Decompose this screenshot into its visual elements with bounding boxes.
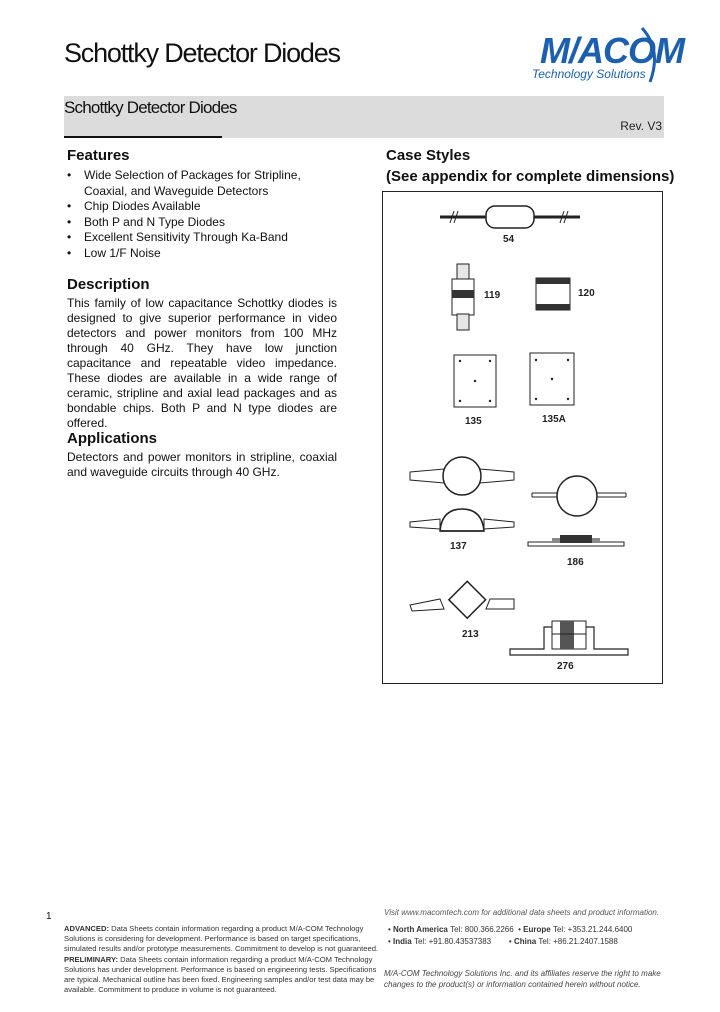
preliminary-text: Data Sheets contain information regarding a product M/A-COM Technology Solutions has under development. Performance is based on engineering tests. Specifications are typical. Mechanical outline has been fixed. Engineering samples and/or test data may be available. Commitment to produce in volume is not guaranteed. [64, 954, 377, 995]
case-213-drawing [410, 581, 514, 618]
list-item: • Low 1/F Noise [67, 246, 342, 262]
footer-rights: M/A-COM Technology Solutions Inc. and its affiliates reserve the right to make changes to the product(s) or information contained herein without notice. [384, 969, 661, 989]
case-styles-heading: Case Styles [386, 147, 471, 164]
case-120-label: 120 [578, 288, 595, 299]
contact-in-label: India [393, 937, 412, 946]
contact-na-label: North America [393, 925, 448, 934]
contact-eu-label: Europe [523, 925, 551, 934]
list-item: • Excellent Sensitivity Through Ka-Band [67, 230, 342, 246]
logo-wordmark: M/ACOM [540, 30, 684, 71]
footer-contacts: • North America Tel: 800.366.2266 • Europe Tel: +353.21.244.6400 • India Tel: +91.80.43537383 • China Tel: +86.21.2407.1588 [388, 925, 633, 946]
features-list [67, 168, 342, 262]
advanced-text: Data Sheets contain information regarding a product M/A-COM Technology Solutions is considering for development. Performance is based on target specifications, simulated results and/or prototype measurements. Commitment to develop is not guaranteed. [64, 924, 379, 954]
page-subtitle: Schottky Detector Diodes [64, 98, 237, 117]
footer-disclaimer [64, 924, 382, 995]
case-119-drawing [452, 264, 474, 330]
contact-cn-tel: Tel: +86.21.2407.1588 [538, 937, 618, 946]
revision-label: Rev. V3 [620, 119, 662, 133]
case-135a-label: 135A [542, 414, 566, 425]
case-186-label: 186 [567, 557, 584, 568]
case-186-drawing [528, 476, 626, 546]
case-54-drawing [440, 206, 580, 228]
case-135a-drawing [530, 353, 574, 405]
contact-cn-label: China [513, 937, 537, 946]
case-135-label: 135 [465, 416, 482, 427]
contact-na-tel: Tel: 800.366.2266 [450, 925, 514, 934]
case-119-label: 119 [484, 290, 501, 301]
footer-visit: Visit www.macomtech.com for additional data sheets and product information. [384, 908, 660, 917]
case-137-drawing [410, 457, 514, 531]
logo-tagline: Technology Solutions [532, 67, 646, 81]
contact-in-tel: Tel: +91.80.43537383 [413, 937, 492, 946]
applications-heading: Applications [67, 430, 158, 447]
description-text: This family of low capacitance Schottky diodes is designed to give superior performance in video detectors and power monitors from 100 MHz through 40 GHz. They have low junction capacitance and repeatable video impedance. These diodes are available in a wide range of ceramic, stripline and axial lead packages and as bondable chips. Both P and N type diodes are offered. [67, 296, 337, 430]
case-styles-subheading: (See appendix for complete dimensions) [386, 168, 675, 185]
applications-text: Detectors and power monitors in stripline, coaxial and waveguide circuits through 40 GHz. [67, 450, 337, 479]
preliminary-label: PRELIMINARY: [64, 954, 118, 964]
list-item: • Chip Diodes Available [67, 199, 342, 215]
case-276-label: 276 [557, 661, 574, 672]
features-heading: Features [67, 147, 130, 164]
case-120-drawing [536, 278, 570, 310]
list-item: • Both P and N Type Diodes [67, 215, 342, 231]
page-title: Schottky Detector Diodes [64, 38, 340, 68]
header-rule [64, 136, 222, 138]
page-number: 1 [46, 911, 52, 922]
list-item: • Wide Selection of Packages for Stripline, Coaxial, and Waveguide Detectors [67, 168, 342, 199]
case-213-label: 213 [462, 629, 479, 640]
case-137-label: 137 [450, 541, 467, 552]
case-54-label: 54 [503, 234, 515, 245]
case-styles-drawings [382, 191, 663, 684]
description-heading: Description [67, 276, 150, 293]
advanced-label: ADVANCED: [64, 924, 109, 933]
case-276-drawing [510, 621, 628, 655]
contact-eu-tel: Tel: +353.21.244.6400 [552, 925, 633, 934]
case-135-drawing [454, 355, 496, 407]
